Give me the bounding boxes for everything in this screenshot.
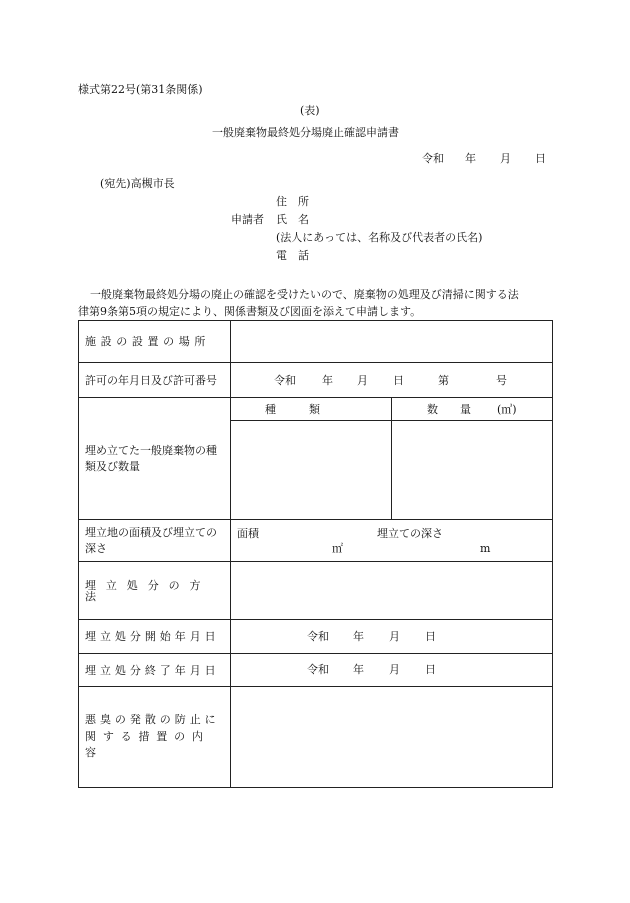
permit-month: 月	[357, 374, 368, 387]
disposal-start-label: 埋立処分開始年月日	[85, 630, 220, 643]
table-row	[79, 363, 553, 398]
date-day: 日	[535, 152, 546, 165]
area-label: 面積	[237, 527, 259, 540]
facility-location-field[interactable]	[231, 321, 553, 363]
area-depth-field[interactable]	[231, 520, 553, 562]
end-year: 年	[353, 663, 364, 676]
date-era: 令和	[422, 152, 444, 165]
permit-era: 令和	[274, 374, 296, 387]
page-title: 一般廃棄物最終処分場廃止確認申請書	[212, 126, 399, 139]
table-row	[79, 620, 553, 654]
form-number: 様式第22号(第31条関係)	[78, 83, 203, 96]
odor-measures-field[interactable]	[231, 687, 553, 788]
address-label: 住 所	[276, 195, 309, 208]
waste-type-input[interactable]	[231, 421, 391, 519]
depth-label: 埋立ての深さ	[377, 527, 443, 540]
row-label	[79, 562, 231, 620]
area-depth-label: 埋立地の面積及び埋立ての深さ	[85, 525, 217, 555]
row-label	[79, 654, 231, 687]
row-label	[79, 398, 231, 520]
permit-label: 許可の年月日及び許可番号	[85, 373, 217, 387]
area-unit: ㎡	[332, 542, 343, 555]
table-row	[79, 687, 553, 788]
row-label	[79, 363, 231, 398]
start-month: 月	[389, 630, 400, 643]
disposal-start-field[interactable]	[231, 620, 553, 654]
permit-field[interactable]	[231, 363, 553, 398]
waste-qty-col: 数 量	[427, 403, 471, 416]
omote-label: (表)	[300, 104, 320, 117]
disposal-method-field[interactable]	[231, 562, 553, 620]
body-text-line1: 一般廃棄物最終処分場の廃止の確認を受けたいので、廃棄物の処理及び清掃に関する法	[90, 288, 519, 301]
facility-location-label: 施設の設置の場所	[85, 335, 210, 348]
row-label	[79, 321, 231, 363]
waste-qty-input[interactable]	[392, 421, 552, 519]
application-table	[78, 320, 553, 788]
table-row	[79, 321, 553, 363]
row-label	[79, 687, 231, 788]
odor-label-line1: 悪臭の発散の防止に	[85, 713, 220, 727]
end-month: 月	[389, 663, 400, 676]
phone-label: 電 話	[276, 249, 309, 262]
name-label: 氏 名	[276, 213, 309, 226]
start-era: 令和	[307, 630, 329, 643]
disposal-end-field[interactable]	[231, 654, 553, 687]
corporate-note: (法人にあっては、名称及び代表者の氏名)	[276, 231, 483, 244]
date-year: 年	[465, 152, 476, 165]
end-day: 日	[425, 663, 436, 676]
waste-type-label: 埋め立てた一般廃棄物の種類及び数量	[85, 443, 217, 473]
table-row	[79, 398, 553, 520]
start-year: 年	[353, 630, 364, 643]
waste-qty-unit: (㎥)	[497, 403, 517, 416]
permit-year: 年	[322, 374, 333, 387]
end-era: 令和	[307, 663, 329, 676]
disposal-method-label: 埋立処分の方法	[85, 578, 211, 603]
permit-no-prefix: 第	[438, 374, 449, 387]
waste-type-col: 種 類	[265, 403, 320, 416]
row-label	[79, 520, 231, 562]
table-row	[79, 562, 553, 620]
disposal-end-label: 埋立処分終了年月日	[85, 663, 220, 677]
body-text-line2: 律第9条第5項の規定により、関係書類及び図面を添えて申請します。	[78, 305, 422, 318]
table-row	[79, 654, 553, 687]
addressee: (宛先)高槻市長	[100, 177, 175, 190]
permit-no-suffix: 号	[496, 374, 507, 387]
permit-day: 日	[393, 374, 404, 387]
applicant-label: 申請者	[231, 213, 264, 226]
depth-unit: m	[480, 542, 491, 555]
date-month: 月	[500, 152, 511, 165]
waste-type-field	[231, 398, 553, 520]
table-row	[79, 520, 553, 562]
row-label	[79, 620, 231, 654]
start-day: 日	[425, 630, 436, 643]
odor-label-line2: 関する措置の内容	[85, 729, 210, 760]
